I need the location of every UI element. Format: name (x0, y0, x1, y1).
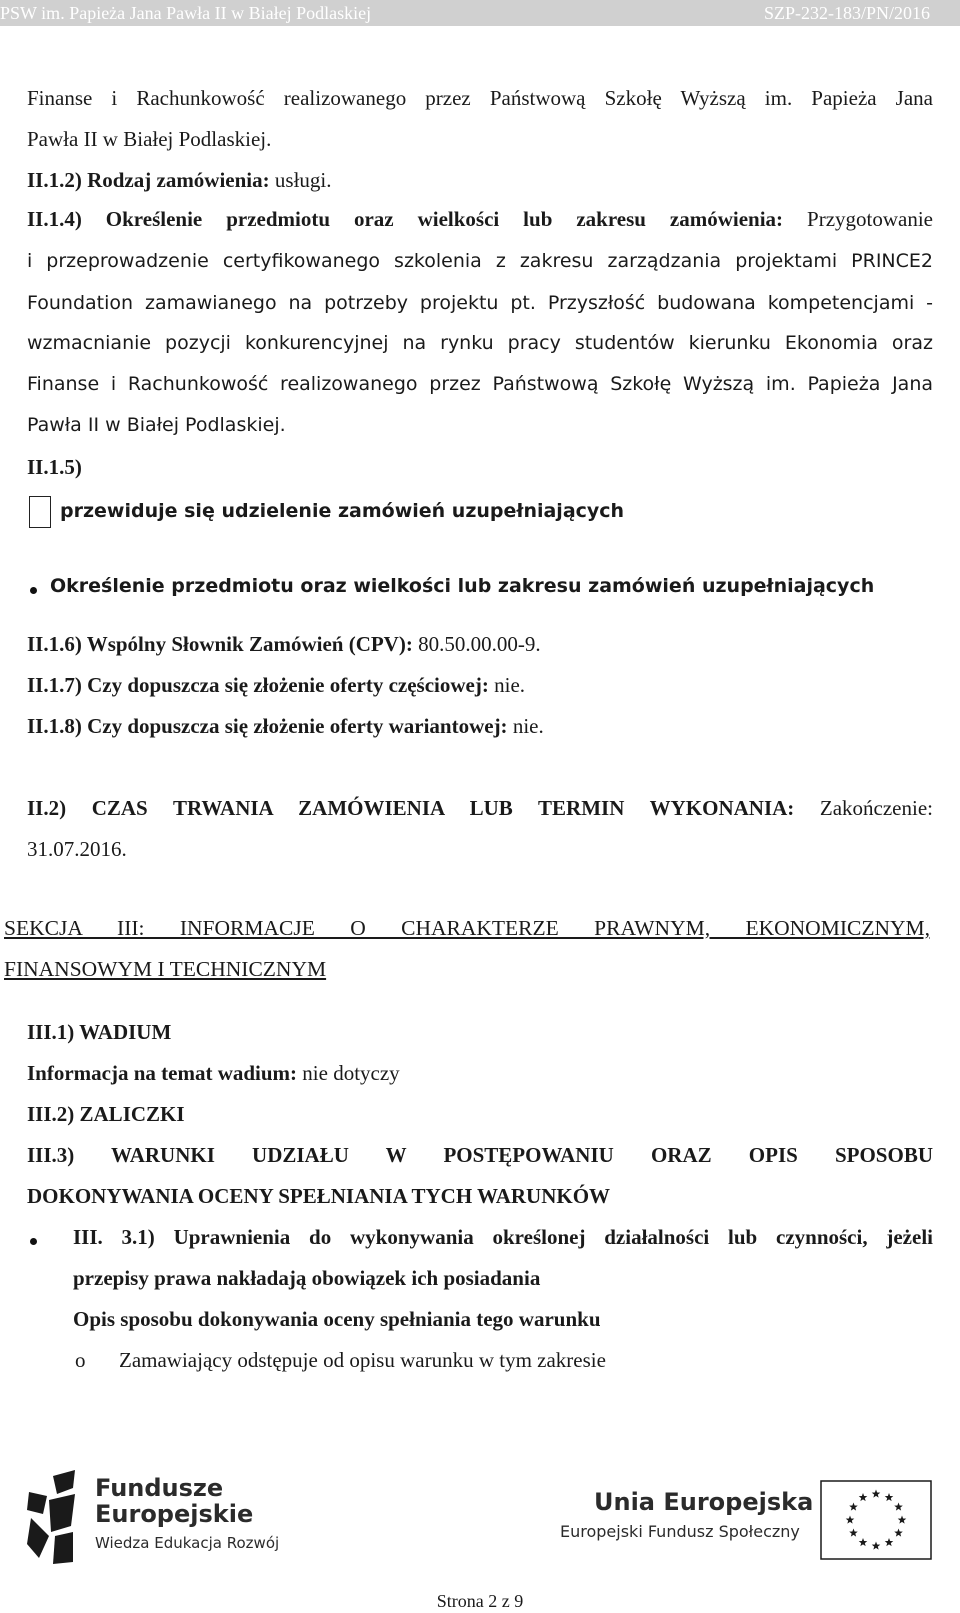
item-ii-1-4-line-6: Pawła II w Białej Podlaskiej. (27, 414, 286, 436)
item-ii-1-8-label: II.1.8) Czy dopuszcza się złożenie oferty wariantowej: (27, 714, 508, 738)
item-ii-1-6-label: II.1.6) Wspólny Słownik Zamówień (CPV): (27, 632, 413, 656)
item-ii-2-value: Zakończenie: (794, 796, 933, 820)
zaliczki-heading: III.2) ZALICZKI (27, 1102, 185, 1126)
item-ii-2-label: II.2) CZAS TRWANIA ZAMÓWIENIA LUB TERMIN WYKONANIA: (27, 796, 795, 820)
section-iii-heading-line-1: SEKCJA III: INFORMACJE O CHARAKTERZE PRAWNYM, EKONOMICZNYM, (4, 916, 930, 940)
bullet-icon (30, 587, 37, 594)
header-institution: PSW im. Papieża Jana Pawła II w Białej Podlaskiej (0, 3, 372, 23)
item-ii-1-4-line-3 (27, 290, 933, 315)
ue-subtitle: Europejski Fundusz Społeczny (560, 1522, 800, 1541)
sub-bullet-marker: o (75, 1348, 86, 1372)
wadium-info (27, 1061, 400, 1086)
item-ii-1-4-value-start: Przygotowanie (783, 207, 933, 231)
supplementary-orders-label: przewiduje się udzielenie zamówień uzupełniających (60, 500, 625, 522)
item-ii-1-4-line-4: wzmacnianie pozycji konkurencyjnej na rynku pracy studentów kierunku Ekonomia oraz (27, 332, 933, 354)
item-ii-1-2-value: usługi. (269, 168, 332, 192)
wadium-heading: III.1) WADIUM (27, 1020, 172, 1044)
unia-europejska-logo (560, 1480, 940, 1570)
warunki-heading-line-1: III.3) WARUNKI UDZIAŁU W POSTĘPOWANIU ORAZ OPIS SPOSOBU (27, 1143, 933, 1167)
item-ii-1-2-label: II.1.2) Rodzaj zamówienia: (27, 168, 270, 192)
item-ii-2-date: 31.07.2016. (27, 837, 127, 861)
eu-flag-icon (820, 1480, 932, 1560)
item-ii-1-2 (27, 168, 331, 193)
supplementary-orders-checkbox[interactable] (29, 496, 51, 528)
item-iii-3-1-line-1: III. 3.1) Uprawnienia do wykonywania określonej działalności lub czynności, jeżeli (73, 1225, 933, 1249)
item-ii-2 (27, 796, 933, 821)
item-ii-1-7-value: nie. (488, 673, 526, 697)
fe-tagline: Wiedza Edukacja Rozwój (95, 1534, 280, 1552)
item-ii-1-5-label (27, 455, 82, 480)
item-ii-1-7-label: II.1.7) Czy dopuszcza się złożenie oferty częściowej: (27, 673, 489, 697)
wadium-info-value: nie dotyczy (297, 1061, 400, 1085)
bullet-icon (30, 1238, 37, 1245)
supplementary-orders-description: Określenie przedmiotu oraz wielkości lub zakresu zamówień uzupełniających (50, 575, 875, 597)
item-ii-1-4-line-3b: Przyszłość budowana kompetencjami - (535, 292, 934, 314)
fundusze-europejskie-logo (27, 1470, 327, 1565)
page-number: Strona 2 z 9 (436, 1591, 524, 1611)
wadium-info-label: Informacja na temat wadium: (27, 1061, 298, 1085)
item-iii-3-1-subheading: Opis sposobu dokonywania oceny spełniania tego warunku (73, 1307, 601, 1331)
item-ii-1-8-value: nie. (507, 714, 544, 738)
continuation-line-1: Finanse i Rachunkowość realizowanego przez Państwową Szkołę Wyższą im. Papieża Jana (27, 86, 933, 110)
item-ii-1-8 (27, 714, 544, 739)
header-reference: SZP-232-183/PN/2016 (763, 3, 930, 23)
item-ii-1-7 (27, 673, 525, 698)
fe-emblem-icon (27, 1470, 77, 1564)
item-ii-1-4-line-2: i przeprowadzenie certyfikowanego szkolenia z zakresu zarządzania projektami PRINCE2 (27, 250, 933, 272)
section-iii-heading-line-2: FINANSOWYM I TECHNICZNYM (4, 957, 327, 981)
fe-title-line-1: Fundusze (95, 1474, 224, 1502)
page-header (0, 0, 960, 26)
item-ii-1-4-label: II.1.4) Określenie przedmiotu oraz wielkości lub zakresu zamówienia: (27, 207, 784, 231)
item-ii-1-5-number: II.1.5) (27, 455, 82, 479)
item-iii-3-1-content: Zamawiający odstępuje od opisu warunku w tym zakresie (119, 1348, 606, 1372)
ue-title: Unia Europejska (594, 1488, 814, 1516)
item-ii-1-6 (27, 632, 541, 657)
continuation-line-2: Pawła II w Białej Podlaskiej. (27, 127, 272, 151)
item-ii-1-4-line-5: Finanse i Rachunkowość realizowanego przez Państwową Szkołę Wyższą im. Papieża Jana (27, 373, 933, 395)
warunki-heading-line-2: DOKONYWANIA OCENY SPEŁNIANIA TYCH WARUNKÓW (27, 1184, 611, 1208)
item-ii-1-6-value: 80.50.00.00-9. (412, 632, 541, 656)
item-ii-1-4-line-1 (27, 207, 933, 232)
fe-title-line-2: Europejskie (95, 1500, 254, 1528)
item-ii-1-4-line-3a: Foundation zamawianego na potrzeby projektu pt. (27, 292, 536, 314)
item-iii-3-1-line-2: przepisy prawa nakładają obowiązek ich posiadania (73, 1266, 541, 1290)
